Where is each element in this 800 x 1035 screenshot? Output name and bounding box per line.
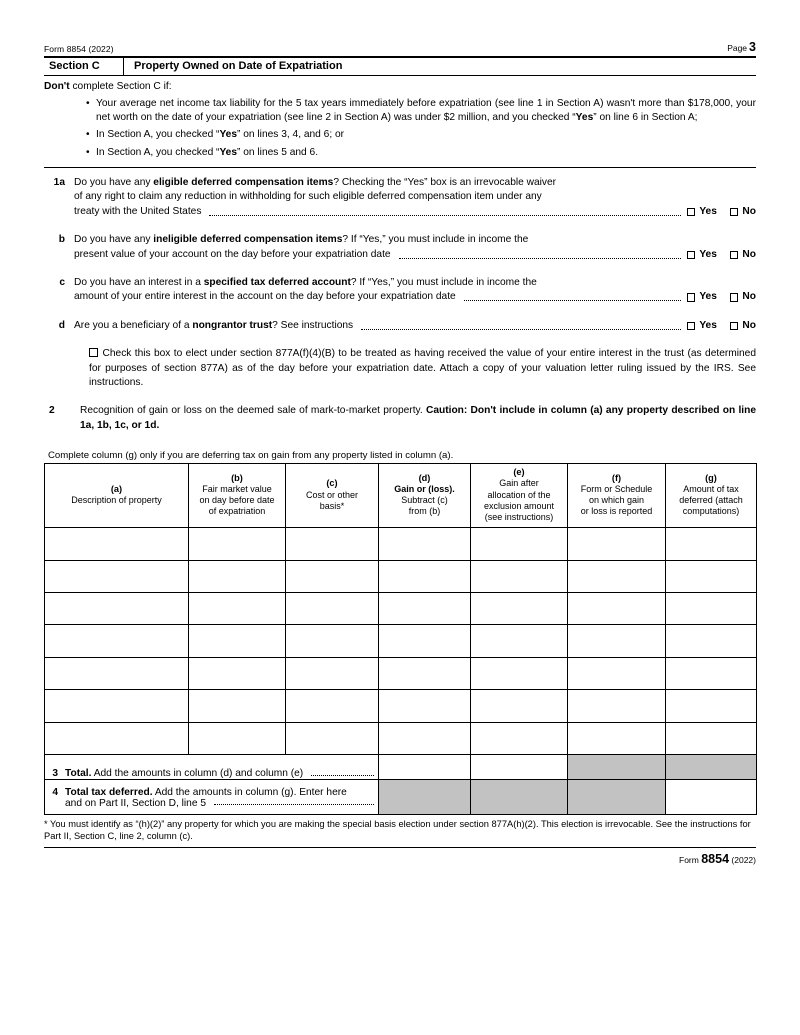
- col-header-text: Gain after allocation of the exclusion amount (see instructions): [483, 478, 555, 523]
- line-2-text: Recognition of gain or loss on the deemed sale of mark-to-market property. Caution: Don't include in column (a) any property described on line 1a, 1b, 1c, or 1d.: [80, 405, 756, 431]
- table-cell-c[interactable]: [286, 690, 379, 722]
- page-indicator: [727, 40, 756, 54]
- col-header-d: [379, 464, 471, 528]
- question-text-line: Are you a beneficiary of a nongrantor trust? See instructions: [74, 319, 354, 331]
- table-row-total-4: [45, 780, 757, 815]
- col-header-text: Gain or (loss). Subtract (c) from (b): [394, 484, 455, 517]
- question-answer-row: [74, 319, 756, 333]
- table-cell-f[interactable]: [568, 528, 666, 560]
- no-label: No: [742, 319, 756, 331]
- question-number: 1a: [53, 177, 65, 188]
- table-cell-c[interactable]: [286, 528, 379, 560]
- total-3-input-d[interactable]: [379, 755, 471, 780]
- checkbox-877A-election[interactable]: [89, 348, 98, 357]
- section-title: Property Owned on Date of Expatriation: [134, 60, 343, 72]
- table-cell-f[interactable]: [568, 593, 666, 625]
- checkbox-yes-1d[interactable]: [687, 322, 696, 331]
- table-cell-b[interactable]: [189, 657, 286, 689]
- total-3-rest: Add the amounts in column (d) and column (e): [91, 768, 304, 780]
- yes-no-group: [687, 319, 756, 333]
- question-text-line: amount of your entire interest in the account on the day before your expatriation date: [74, 291, 456, 303]
- footer-form-year: (2022): [731, 854, 756, 865]
- table-cell-d[interactable]: [379, 657, 471, 689]
- table-cell-a[interactable]: [45, 722, 189, 754]
- question-1a: [44, 176, 756, 219]
- table-cell-f[interactable]: [568, 625, 666, 657]
- col-letter: (f): [611, 472, 622, 483]
- election-paragraph: [89, 347, 756, 390]
- total-3-label: [65, 768, 303, 779]
- col-letter: (g): [705, 472, 717, 483]
- table-cell-g[interactable]: [666, 528, 757, 560]
- col-letter: (d): [418, 472, 431, 483]
- checkbox-yes-1c[interactable]: [687, 293, 696, 302]
- footnote: * You must identify as “(h)(2)” any property for which you are making the special basis election under section 877A(h)(2). This election is irrevocable. See the instructions for Part II, Section C, line 2, column (c).: [44, 819, 751, 842]
- table-body: [45, 528, 757, 755]
- table-cell-b[interactable]: [189, 690, 286, 722]
- table-cell-g[interactable]: [666, 560, 757, 592]
- table-cell-g[interactable]: [666, 722, 757, 754]
- yes-label: Yes: [699, 205, 717, 217]
- section-header-bar: [44, 56, 756, 76]
- total-4-bold: Total tax deferred.: [65, 786, 153, 798]
- table-cell-c[interactable]: [286, 625, 379, 657]
- col-header-f: [568, 464, 666, 528]
- total-4-input-g[interactable]: [666, 780, 757, 815]
- question-body: [74, 233, 756, 262]
- table-row: [45, 722, 757, 754]
- col-header-text: Form or Schedule on which gain or loss is reported: [580, 484, 653, 517]
- col-header-text: Amount of tax deferred (attach computations): [679, 484, 743, 517]
- section-label: Section C: [44, 58, 124, 75]
- question-body: [74, 319, 756, 333]
- table-cell-b[interactable]: [189, 560, 286, 592]
- bullet-text: Your average net income tax liability for the 5 tax years immediately before expatriation (see line 1 in Section A) wasn't more than $178,000, your net worth on the date of your expatriation (see line 2 in Section A) was under $2 million, and you checked “Yes” on line 6 in Section A;: [96, 98, 756, 123]
- dot-leader: [311, 774, 374, 776]
- table-cell-a[interactable]: [45, 657, 189, 689]
- list-item: [86, 97, 756, 124]
- question-number: b: [58, 234, 65, 246]
- table-row: [45, 625, 757, 657]
- col-letter: (e): [513, 467, 525, 478]
- table-cell-a[interactable]: [45, 690, 189, 722]
- total-4-shaded-f: [568, 780, 666, 815]
- list-item: [86, 146, 756, 160]
- line-number: 3: [52, 768, 58, 780]
- question-answer-row: [74, 290, 756, 304]
- list-item: [86, 128, 756, 142]
- table-row: [45, 593, 757, 625]
- table-cell-c[interactable]: [286, 560, 379, 592]
- line-number: 4: [52, 786, 58, 798]
- col-header-text: Cost or other basis*: [305, 489, 359, 511]
- form-identifier: Form 8854 (2022): [44, 44, 114, 54]
- checkbox-yes-1b[interactable]: [687, 251, 696, 260]
- checkbox-no-1c[interactable]: [730, 293, 739, 302]
- footer-form-number: 8854: [701, 851, 730, 866]
- intro-bullet-list: [44, 97, 756, 159]
- total-3-shaded-g: [666, 755, 757, 780]
- total-4-rest: Add the amounts in column (g). Enter here: [152, 786, 347, 798]
- intro-lead-rest: complete Section C if:: [69, 81, 172, 92]
- yes-label: Yes: [699, 319, 717, 331]
- question-number: c: [59, 277, 65, 289]
- yes-no-group: [687, 205, 756, 219]
- dot-leader: [464, 299, 681, 301]
- total-4-label: [65, 787, 347, 798]
- table-cell-c[interactable]: [286, 593, 379, 625]
- table-cell-e[interactable]: [471, 593, 568, 625]
- total-3-shaded-f: [568, 755, 666, 780]
- table-cell-c[interactable]: [286, 657, 379, 689]
- table-cell-f[interactable]: [568, 560, 666, 592]
- footer-divider: [44, 847, 756, 848]
- table-cell-b[interactable]: [189, 722, 286, 754]
- table-cell-e[interactable]: [471, 690, 568, 722]
- election-paragraph-text: Check this box to elect under section 877A(f)(4)(B) to be treated as having received the value of your entire interest in the trust (as determined for purposes of section 877A) as of the day before your expatriation date. Attach a copy of your valuation letter ruling issued by the IRS. See instructions.: [89, 348, 756, 389]
- question-number: d: [58, 319, 65, 331]
- yes-label: Yes: [699, 248, 717, 260]
- dot-leader: [209, 214, 680, 216]
- question-1b: [44, 233, 756, 262]
- dot-leader: [214, 803, 374, 805]
- table-cell-d[interactable]: [379, 722, 471, 754]
- question-text-line: Do you have any ineligible deferred compensation items? If “Yes,” you must include in income the: [74, 234, 529, 246]
- bullet-dot-icon: •: [86, 146, 90, 158]
- table-cell-e[interactable]: [471, 722, 568, 754]
- table-cell-d[interactable]: [379, 625, 471, 657]
- checkbox-yes-1a[interactable]: [687, 208, 696, 217]
- table-cell-b[interactable]: [189, 593, 286, 625]
- table-cell-e[interactable]: [471, 560, 568, 592]
- table-cell-b[interactable]: [189, 625, 286, 657]
- table-row: [45, 528, 757, 560]
- checkbox-no-1d[interactable]: [730, 322, 739, 331]
- question-text-line: present value of your account on the day before your expatriation date: [74, 248, 391, 260]
- yes-label: Yes: [699, 291, 717, 303]
- line-number: 2: [49, 405, 55, 417]
- col-header-text: Description of property: [71, 495, 162, 506]
- bullet-dot-icon: •: [86, 129, 90, 140]
- footer-form-word: Form: [679, 854, 699, 865]
- question-answer-row: [74, 205, 756, 219]
- total-4-label-cell: [45, 780, 379, 815]
- election-paragraph-row: [44, 347, 756, 390]
- total-4-label-line2: and on Part II, Section D, line 5: [65, 797, 207, 809]
- table-cell-b[interactable]: [189, 528, 286, 560]
- table-cell-d[interactable]: [379, 560, 471, 592]
- page-number: 3: [749, 40, 756, 54]
- total-3-input-e[interactable]: [471, 755, 568, 780]
- form-footer: [44, 852, 756, 866]
- property-table: [44, 463, 757, 815]
- table-header-row: [45, 464, 757, 528]
- intro-lead-bold: Don't: [44, 81, 70, 92]
- question-body: [74, 176, 756, 219]
- col-header-c: [286, 464, 379, 528]
- table-cell-g[interactable]: [666, 625, 757, 657]
- table-cell-f[interactable]: [568, 690, 666, 722]
- spacer: [44, 347, 89, 390]
- table-cell-a[interactable]: [45, 528, 189, 560]
- question-answer-row: [74, 248, 756, 262]
- line-2: [44, 404, 756, 433]
- table-cell-g[interactable]: [666, 593, 757, 625]
- bullet-dot-icon: •: [86, 98, 90, 109]
- bullet-text: In Section A, you checked “Yes” on lines 5 and 6.: [96, 146, 319, 158]
- no-label: No: [742, 291, 756, 303]
- dot-leader: [399, 257, 681, 259]
- question-text-line: Do you have any eligible deferred compensation items? Checking the “Yes” box is an irrevocable waiver: [74, 177, 557, 188]
- col-header-b: [189, 464, 286, 528]
- table-cell-c[interactable]: [286, 722, 379, 754]
- question-1c: [44, 276, 756, 305]
- form-page: [44, 40, 756, 866]
- total-3-bold: Total.: [65, 768, 92, 780]
- col-letter: (a): [110, 484, 123, 495]
- divider: [44, 167, 756, 168]
- table-cell-a[interactable]: [45, 560, 189, 592]
- checkbox-no-1a[interactable]: [730, 208, 739, 217]
- question-text-line: of any right to claim any reduction in withholding for such eligible deferred compensation item under any: [74, 191, 542, 203]
- table-caption: Complete column (g) only if you are deferring tax on gain from any property listed in column (a).: [48, 450, 454, 462]
- table-row: [45, 560, 757, 592]
- col-header-a: [45, 464, 189, 528]
- col-header-text: Fair market value on day before date of expatriation: [199, 484, 275, 517]
- table-cell-d[interactable]: [379, 528, 471, 560]
- table-cell-d[interactable]: [379, 690, 471, 722]
- col-header-g: [666, 464, 757, 528]
- table-cell-e[interactable]: [471, 528, 568, 560]
- table-cell-f[interactable]: [568, 722, 666, 754]
- table-cell-a[interactable]: [45, 593, 189, 625]
- table-cell-f[interactable]: [568, 657, 666, 689]
- yes-no-group: [687, 290, 756, 304]
- question-text-line: Do you have an interest in a specified tax deferred account? If “Yes,” you must include in income the: [74, 277, 537, 289]
- table-cell-e[interactable]: [471, 625, 568, 657]
- page-header: [44, 40, 756, 56]
- question-body: [74, 276, 756, 305]
- table-footer: [45, 755, 757, 815]
- no-label: No: [742, 248, 756, 260]
- table-row: [45, 690, 757, 722]
- col-header-e: [471, 464, 568, 528]
- total-3-label-cell: [45, 755, 379, 780]
- col-letter: (c): [326, 478, 338, 489]
- total-4-shaded-d: [379, 780, 471, 815]
- question-text-line: treaty with the United States: [74, 205, 202, 217]
- table-cell-a[interactable]: [45, 625, 189, 657]
- table-cell-d[interactable]: [379, 593, 471, 625]
- no-label: No: [742, 205, 756, 217]
- intro-lead: [44, 81, 756, 92]
- table-cell-e[interactable]: [471, 657, 568, 689]
- bullet-text: In Section A, you checked “Yes” on lines 3, 4, and 6; or: [96, 129, 345, 140]
- question-1d: [44, 319, 756, 333]
- dot-leader: [361, 328, 681, 330]
- table-row: [45, 657, 757, 689]
- page-label: Page: [727, 43, 748, 53]
- col-letter: (b): [231, 472, 243, 483]
- yes-no-group: [687, 248, 756, 262]
- table-row-total-3: [45, 755, 757, 780]
- total-4-shaded-e: [471, 780, 568, 815]
- checkbox-no-1b[interactable]: [730, 251, 739, 260]
- table-cell-g[interactable]: [666, 690, 757, 722]
- table-cell-g[interactable]: [666, 657, 757, 689]
